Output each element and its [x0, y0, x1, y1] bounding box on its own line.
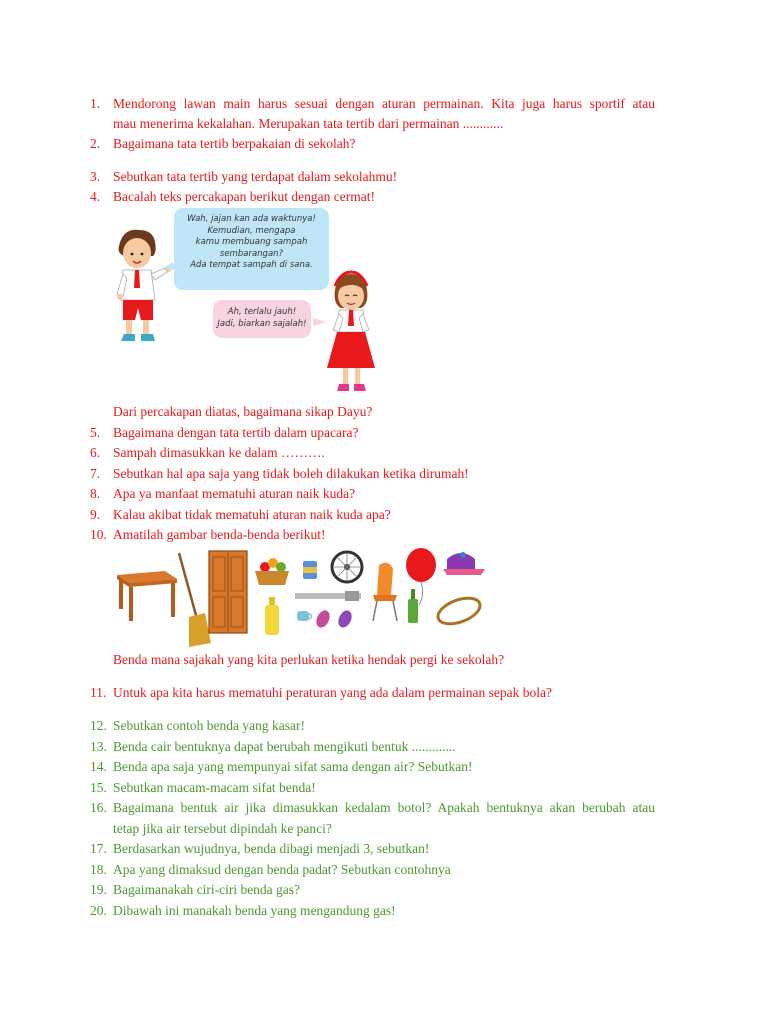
question-text: Apa yang dimaksud dengan benda padat? Sebutkan contohnya	[113, 862, 451, 877]
question-number: 6.	[90, 445, 101, 460]
green-bottle-icon	[408, 589, 418, 623]
question-1-line-1	[90, 94, 655, 115]
question-number: 19.	[90, 882, 107, 897]
fruit-basket-icon	[255, 558, 289, 585]
question-number: 1.	[90, 96, 101, 111]
question-9	[90, 505, 690, 526]
bubble-line: Ah, terlalu jauh!	[227, 307, 297, 317]
question-number: 7.	[90, 466, 101, 481]
question-text: Mendorong lawan main harus sesuai dengan aturan permainan. Kita juga harus sportif atau	[113, 96, 655, 111]
question-text: Apa ya manfaat mematuhi aturan naik kuda?	[113, 486, 356, 501]
table-icon	[117, 571, 177, 621]
broom-icon	[179, 553, 211, 647]
bubble-line: Jadi, biarkan sajalah!	[217, 318, 307, 329]
question-20	[90, 901, 690, 922]
wheel-icon	[332, 552, 362, 582]
question-number: 10.	[90, 527, 107, 542]
question-number: 15.	[90, 780, 107, 795]
question-text: Untuk apa kita harus mematuhi peraturan yang ada dalam permainan sepak bola?	[113, 685, 552, 700]
oil-bottle-icon	[265, 597, 279, 635]
question-text: Dibawah ini manakah benda yang mengandung gas!	[113, 903, 396, 918]
can-icon	[303, 561, 317, 579]
bubble-line: sembarangan?	[219, 248, 284, 259]
question-number: 17.	[90, 841, 107, 856]
hat-icon	[443, 552, 485, 575]
question-number: 18.	[90, 862, 107, 877]
conversation-illustration	[113, 208, 395, 400]
question-number: 2.	[90, 136, 101, 151]
boy-figure	[117, 230, 172, 341]
question-number: 16.	[90, 800, 107, 815]
hoop-icon	[435, 593, 484, 629]
objects-illustration	[113, 545, 493, 650]
question-number: 9.	[90, 507, 101, 522]
question-text: Sebutkan contoh benda yang kasar!	[113, 718, 305, 733]
question-text: Bagaimana bentuk air jika dimasukkan kedalam botol? Apakah bentuknya akan berubah atau	[113, 800, 655, 815]
question-14	[90, 757, 690, 778]
question-text: Amatilah gambar benda-benda berikut!	[113, 527, 326, 542]
girl-figure	[327, 272, 375, 391]
question-number: 12.	[90, 718, 107, 733]
cup-icon	[297, 611, 312, 621]
question-6	[90, 443, 690, 464]
question-19	[90, 880, 690, 901]
objects-drawing	[113, 545, 493, 650]
question-16-line-2: tetap jika air tersebut dipindah ke panci?	[113, 821, 332, 836]
balloon-icon	[406, 548, 436, 605]
bubble-line: kamu membuang sampah	[195, 237, 308, 247]
question-3	[90, 167, 690, 188]
bubble-line: Wah, jajan kan ada waktunya!	[187, 214, 316, 224]
question-text: Bagaimanakah ciri-ciri benda gas?	[113, 882, 301, 897]
question-text: Berdasarkan wujudnya, benda dibagi menjadi 3, sebutkan!	[113, 841, 430, 856]
question-7	[90, 464, 690, 485]
question-10	[90, 525, 690, 546]
question-18	[90, 860, 690, 881]
question-number: 20.	[90, 903, 107, 918]
question-10-followup: Benda mana sajakah yang kita perlukan ketika hendak pergi ke sekolah?	[113, 652, 505, 667]
question-text: Bacalah teks percakapan berikut dengan cermat!	[113, 189, 375, 204]
question-11	[90, 683, 690, 704]
question-13	[90, 737, 690, 758]
question-number: 13.	[90, 739, 107, 754]
question-text: Kalau akibat tidak mematuhi aturan naik kuda apa?	[113, 507, 391, 522]
question-number: 11.	[90, 685, 107, 700]
question-2	[90, 134, 690, 155]
ruler-icon	[295, 591, 361, 601]
bubble-line: Kemudian, mengapa	[207, 225, 296, 236]
question-text: Bagaimana dengan tata tertib dalam upacara?	[113, 425, 359, 440]
question-number: 14.	[90, 759, 107, 774]
question-text: Benda apa saja yang mempunyai sifat sama dengan air? Sebutkan!	[113, 759, 473, 774]
question-5	[90, 423, 690, 444]
question-12	[90, 716, 690, 737]
question-text: Sebutkan hal apa saja yang tidak boleh dilakukan ketika dirumah!	[113, 466, 469, 481]
question-number: 8.	[90, 486, 101, 501]
question-15	[90, 778, 690, 799]
question-number: 4.	[90, 189, 101, 204]
question-17	[90, 839, 690, 860]
question-text: Benda cair bentuknya dapat berubah mengikuti bentuk .............	[113, 739, 456, 754]
question-1-line-2: mau menerima kekalahan. Merupakan tata tertib dari permainan ............	[113, 116, 504, 131]
question-text: Bagaimana tata tertib berpakaian di sekolah?	[113, 136, 356, 151]
question-16-line-1	[90, 798, 655, 819]
question-8	[90, 484, 690, 505]
question-text: Sebutkan tata tertib yang terdapat dalam sekolahmu!	[113, 169, 398, 184]
bubble-line: Ada tempat sampah di sana.	[190, 260, 313, 270]
question-number: 5.	[90, 425, 101, 440]
speech-bubble-boy	[174, 208, 329, 290]
question-4	[90, 187, 690, 208]
speech-bubble-girl	[213, 300, 311, 338]
question-text: Sebutkan macam-macam sifat benda!	[113, 780, 316, 795]
question-text: Sampah dimasukkan ke dalam ……….	[113, 445, 325, 460]
question-4-followup: Dari percakapan diatas, bagaimana sikap Dayu?	[113, 404, 373, 419]
slippers-icon	[314, 608, 354, 629]
question-number: 3.	[90, 169, 101, 184]
cupboard-icon	[209, 551, 247, 633]
chair-icon	[373, 563, 397, 621]
